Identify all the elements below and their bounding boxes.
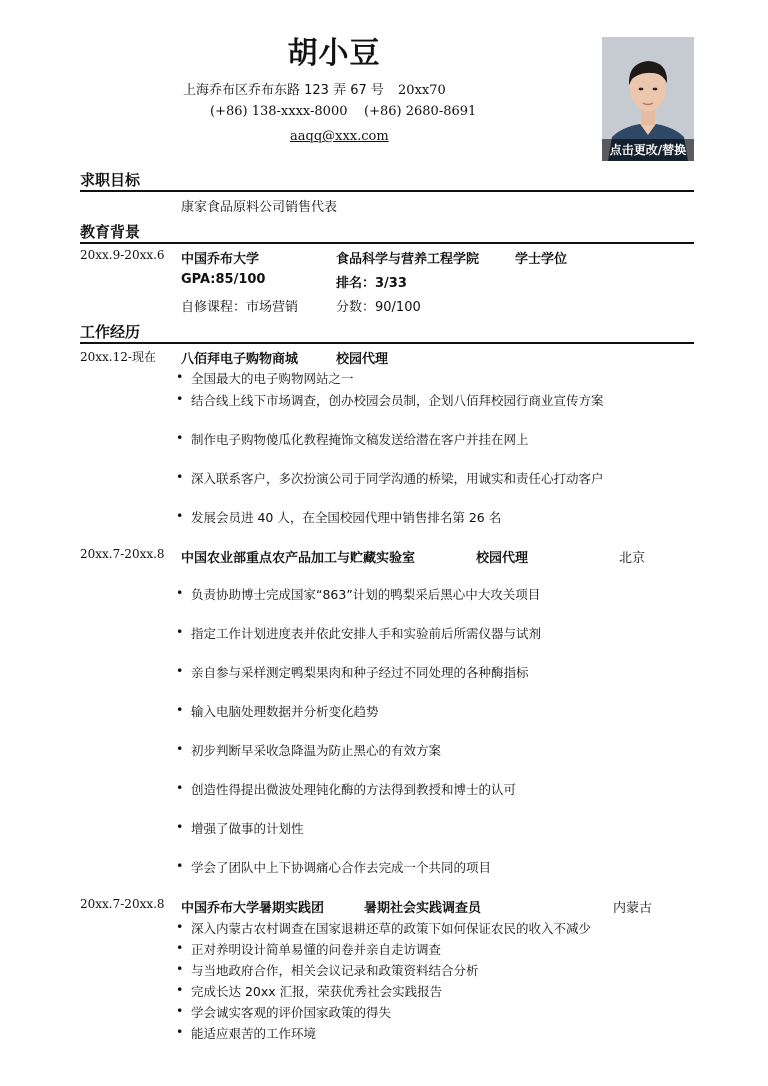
change-photo-button[interactable]: 点击更改/替换: [602, 139, 694, 161]
education-college: 食品科学与营养工程学院: [336, 252, 480, 267]
list-item: • 负责协助博士完成国家“863”计划的鸭梨采后黑心中大攻关项目: [176, 585, 541, 624]
list-item: • 深入内蒙古农村调查在国家退耕还草的政策下如何保证农民的收入不减少: [176, 919, 591, 940]
job-date: 20xx.7-20xx.8: [80, 547, 165, 561]
list-item: • 学会了团队中上下协调痛心合作去完成一个共同的项目: [176, 858, 541, 880]
list-item: • 亲自参与采样测定鸭梨果肉和种子经过不同处理的各种酶指标: [176, 663, 541, 702]
address: 上海乔布区乔布东路 123 弄 67 号: [183, 83, 384, 98]
address-code: 20xx70: [398, 83, 446, 98]
list-item: • 增强了做事的计划性: [176, 819, 541, 858]
address-line: [183, 79, 446, 98]
list-item: • 深入联系客户，多次扮演公司于同学沟通的桥梁，用诚实和责任心打动客户: [176, 469, 604, 508]
job-date: 20xx.12-现在: [80, 350, 156, 364]
job-date: 20xx.7-20xx.8: [80, 897, 165, 911]
job-location: 北京: [619, 551, 646, 566]
education-course: 自修课程：市场营销: [181, 300, 299, 315]
list-item: • 创造性得提出微波处理钝化酶的方法得到教授和博士的认可: [176, 780, 541, 819]
list-item: • 制作电子购物傻瓜化教程掩饰文稿发送给潜在客户并挂在网上: [176, 430, 604, 469]
objective-text: 康家食品原料公司销售代表: [181, 200, 338, 215]
job-organization: 中国乔布大学暑期实践团: [181, 901, 325, 916]
phone-numbers: (+86) 138-xxxx-8000 (+86) 2680-8691: [210, 104, 477, 119]
education-degree: 学士学位: [515, 252, 568, 267]
list-item: • 发展会员进 40 人，在全国校园代理中销售排名第 26 名: [176, 508, 604, 530]
candidate-name: 胡小豆: [287, 36, 381, 71]
job-role: 暑期社会实践调查员: [364, 901, 482, 916]
objective-divider: [80, 190, 694, 192]
education-gpa: GPA:85/100: [181, 272, 266, 287]
objective-title: 求职目标: [80, 171, 141, 189]
work-divider: [80, 342, 694, 344]
job-organization: 八佰拜电子购物商城: [181, 352, 299, 367]
education-date: 20xx.9-20xx.6: [80, 248, 165, 262]
list-item: • 结合线上线下市场调查，创办校园会员制，企划八佰拜校园行商业宣传方案: [176, 391, 604, 430]
list-item: • 正对养明设计简单易懂的问卷并亲自走访调查: [176, 940, 591, 961]
education-school: 中国乔布大学: [181, 252, 260, 267]
profile-photo[interactable]: [602, 37, 694, 161]
job-role: 校园代理: [336, 352, 389, 367]
job-role: 校园代理: [476, 551, 529, 566]
job-bullets: [176, 369, 604, 530]
list-item: • 初步判断早采收急降温为防止黑心的有效方案: [176, 741, 541, 780]
job-bullets: [176, 919, 591, 1045]
education-rank: 排名：3/33: [336, 276, 407, 291]
job-location: 内蒙古: [613, 901, 653, 916]
job-bullets: [176, 585, 541, 880]
list-item: • 输入电脑处理数据并分析变化趋势: [176, 702, 541, 741]
list-item: • 能适应艰苦的工作环境: [176, 1024, 591, 1045]
education-score: 分数：90/100: [336, 300, 421, 315]
list-item: • 完成长达 20xx 汇报，荣获优秀社会实践报告: [176, 982, 591, 1003]
email-link[interactable]: aaqq@xxx.com: [290, 129, 389, 144]
job-organization: 中国农业部重点农产品加工与贮藏实验室: [181, 551, 416, 566]
list-item: • 指定工作计划进度表并依此安排人手和实验前后所需仪器与试剂: [176, 624, 541, 663]
list-item: • 全国最大的电子购物网站之一: [176, 369, 604, 391]
work-title: 工作经历: [80, 323, 141, 341]
education-divider: [80, 242, 694, 244]
list-item: • 学会诚实客观的评价国家政策的得失: [176, 1003, 591, 1024]
list-item: • 与当地政府合作，相关会议记录和政策资料结合分析: [176, 961, 591, 982]
education-title: 教育背景: [80, 223, 141, 241]
